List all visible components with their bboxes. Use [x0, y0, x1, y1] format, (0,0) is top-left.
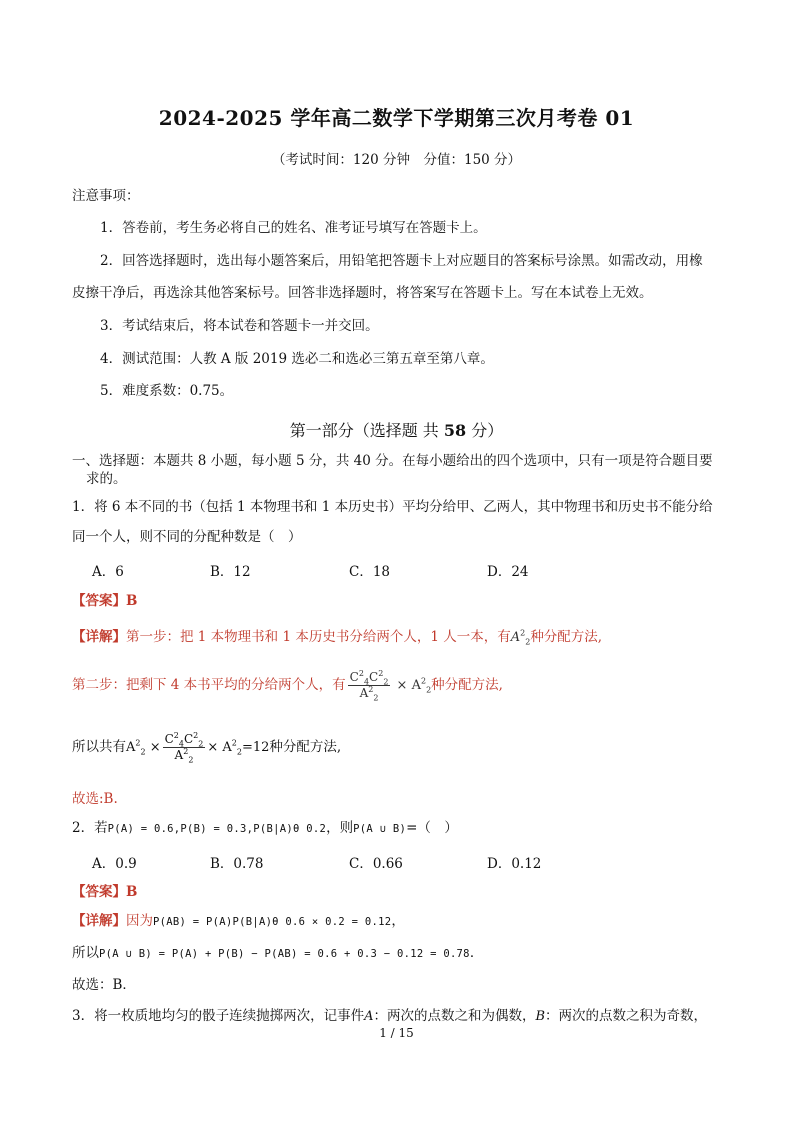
permutation-symbol: $A^2_2$	[510, 628, 531, 647]
option-c: C．18	[349, 564, 391, 580]
answer-line: 【答案】B	[72, 593, 138, 609]
option-a: A．0.9	[92, 856, 137, 872]
page-number: 1 / 15	[379, 1026, 414, 1040]
option-a: A．6	[92, 564, 124, 580]
note-item: 3．考试结束后，将本试卷和答题卡一并交回。	[100, 318, 379, 334]
section-title: 第一部分（选择题 共 58 分）	[289, 421, 504, 440]
note-item: 5．难度系数：0.75。	[100, 383, 234, 399]
detail-total: 所以共有$A^2_2$ × $\frac{C^2_4C^2_2}{A^2_2}$ × $A^2_2=12$种分配方法,	[72, 731, 342, 765]
question-stem-continued: 同一个人，则不同的分配种数是（ ）	[72, 529, 302, 545]
detail-step1: 【详解】第一步：把 1 本物理书和 1 本历史书分给两个人，1 人一本，有$A^2_2$种分配方法,	[72, 628, 603, 647]
option-d: D．0.12	[487, 856, 542, 872]
note-item-continued: 皮擦干净后，再选涂其他答案标号。回答非选择题时，将答案写在答题卡上。写在本试卷上无效。	[72, 285, 653, 301]
option-b: B．12	[210, 564, 251, 580]
note-item: 1．答卷前，考生务必将自己的姓名、准考证号填写在答题卡上。	[100, 220, 487, 236]
option-d: D．24	[487, 564, 529, 580]
question-stem: 1．将 6 本不同的书（包括 1 本物理书和 1 本历史书）平均分给甲、乙两人，其中物理书和历史书不能分给	[72, 499, 713, 515]
answer-line: 【答案】B	[72, 884, 138, 900]
exam-info: （考试时间：120 分钟 分值：150 分）	[271, 152, 522, 168]
total-fraction: $\frac{C^2_4C^2_2}{A^2_2}$	[164, 731, 204, 765]
question-stem: 3．将一枚质地均匀的骰子连续抛掷两次，记事件A：两次的点数之和为偶数，B：两次的点数之积为奇数，	[72, 1008, 708, 1024]
question-stem: 2．若P(A) = 0.6,P(B) = 0.3,P(B|A)θ 0.2，则P(A ∪ B)=（ ）	[72, 820, 458, 836]
conclusion: 故选：B．	[72, 977, 136, 993]
combination-fraction: $\frac{C^2_4C^2_2}{A^2_2}$	[349, 669, 389, 703]
option-c: C．0.66	[349, 856, 403, 872]
note-item: 4．测试范围：人教 A 版 2019 选必二和选必三第五章至第八章。	[100, 351, 494, 367]
note-item: 2．回答选择题时，选出每小题答案后，用铅笔把答题卡上对应题目的答案标号涂黑。如需改动，用橡	[100, 253, 703, 269]
section-instruction-continued: 求的。	[86, 471, 127, 487]
notes-heading: 注意事项：	[72, 188, 140, 204]
option-b: B．0.78	[210, 856, 264, 872]
page-title: 2024-2025 学年高二数学下学期第三次月考卷 01	[158, 106, 635, 130]
section-instruction: 一、选择题：本题共 8 小题，每小题 5 分，共 40 分。在每小题给出的四个选项中，只有一项是符合题目要	[72, 453, 713, 469]
conclusion: 故选:B.	[72, 791, 118, 807]
detail-step2: 第二步：把剩下 4 本书平均的分给两个人，有 $\frac{C^2_4C^2_2}{A^2_2}$ × $A^2_2$种分配方法,	[72, 669, 503, 703]
detail-line: 所以P(A ∪ B) = P(A) + P(B) − P(AB) = 0.6 + 0.3 − 0.12 = 0.78．	[72, 945, 484, 961]
detail-line: 【详解】因为P(AB) = P(A)P(B|A)θ 0.6 × 0.2 = 0.12，	[72, 913, 405, 929]
